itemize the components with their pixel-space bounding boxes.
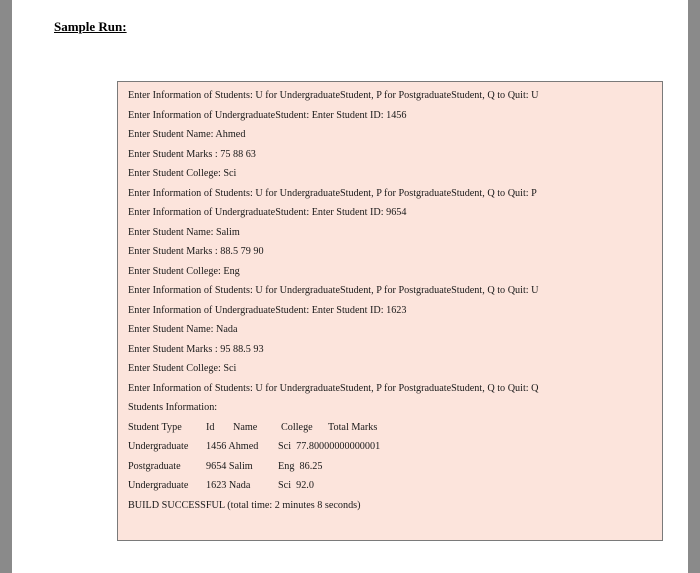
table-header-name: Name <box>233 421 258 433</box>
table-row-college-total: Sci 77.80000000000001 <box>278 441 381 452</box>
build-status-line: BUILD SUCCESSFUL (total time: 2 minutes 8 seconds) <box>128 499 361 511</box>
console-output <box>117 81 663 541</box>
document-page <box>12 0 688 573</box>
console-line: Enter Student Name: Ahmed <box>128 129 246 140</box>
console-line: Enter Information of Students: U for UndergraduateStudent, P for PostgraduateStudent, Q to Quit: Q <box>128 382 539 394</box>
console-line: Enter Student Marks : 88.5 79 90 <box>128 246 264 257</box>
table-row-college-total: Eng 86.25 <box>278 460 323 472</box>
console-line: Enter Student Marks : 95 88.5 93 <box>128 343 264 355</box>
console-line: Enter Information of Students: U for UndergraduateStudent, P for PostgraduateStudent, Q to Quit: U <box>128 90 539 101</box>
table-header-college: College <box>281 421 313 433</box>
table-header-type: Student Type <box>128 421 182 433</box>
console-line: Enter Student College: Sci <box>128 363 237 374</box>
table-header-id: Id <box>206 421 215 433</box>
console-line: Enter Information of UndergraduateStudent: Enter Student ID: 1456 <box>128 109 407 121</box>
console-line: Students Information: <box>128 402 218 413</box>
table-row-type: Undergraduate <box>128 480 189 491</box>
console-line: Enter Information of UndergraduateStudent: Enter Student ID: 1623 <box>128 304 407 316</box>
table-row-id-name: 1456 Ahmed <box>206 441 259 452</box>
console-line: Enter Information of UndergraduateStudent: Enter Student ID: 9654 <box>128 207 407 218</box>
table-row-id-name: 9654 Salim <box>206 460 253 472</box>
table-header-total: Total Marks <box>328 421 378 433</box>
console-line: Enter Student Name: Salim <box>128 226 240 238</box>
console-line: Enter Information of Students: U for UndergraduateStudent, P for PostgraduateStudent, Q to Quit: U <box>128 285 539 296</box>
table-row-college-total: Sci 92.0 <box>278 480 314 491</box>
console-line: Enter Student College: Eng <box>128 265 240 277</box>
table-row-type: Postgraduate <box>128 460 181 472</box>
table-row-type: Undergraduate <box>128 441 189 452</box>
sample-run-heading: Sample Run: <box>54 19 127 34</box>
console-line: Enter Information of Students: U for UndergraduateStudent, P for PostgraduateStudent, Q to Quit: P <box>128 187 537 199</box>
console-line: Enter Student Name: Nada <box>128 324 238 335</box>
console-line: Enter Student Marks : 75 88 63 <box>128 148 256 160</box>
table-row-id-name: 1623 Nada <box>206 480 251 491</box>
console-line: Enter Student College: Sci <box>128 168 237 179</box>
